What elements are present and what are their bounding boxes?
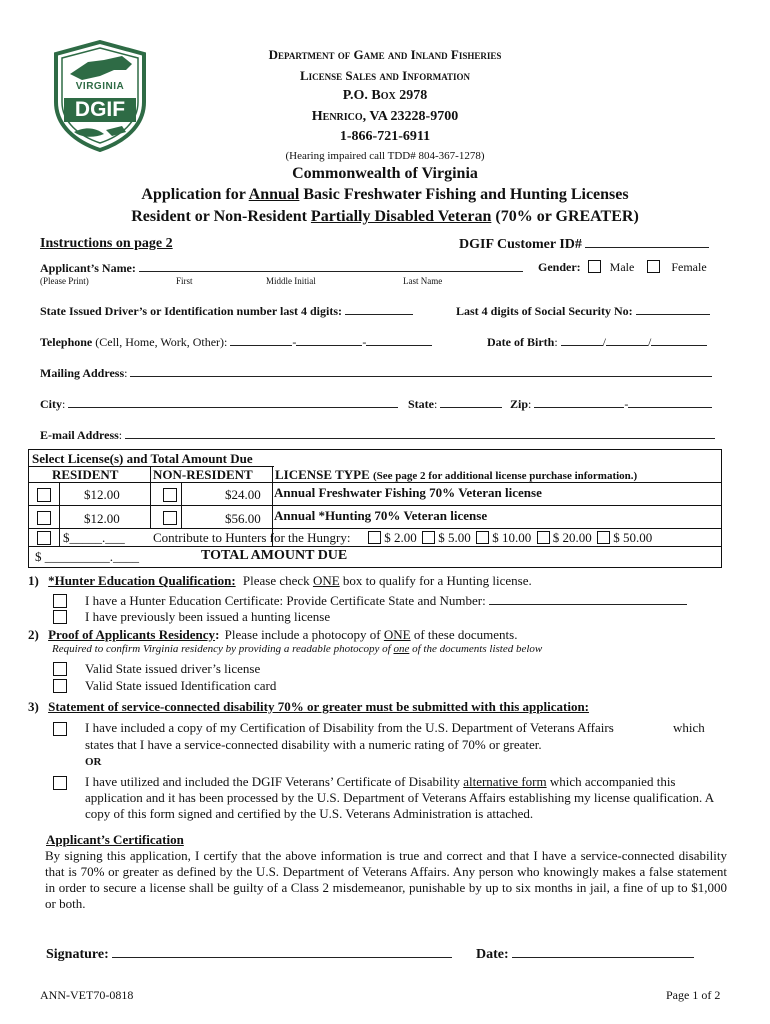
- dgif-shield-icon: [52, 40, 148, 152]
- residency-note: [52, 643, 542, 655]
- va-certification-line1: I have included a copy of my Certification of Disability from the U.S. Department of Veterans Affairs: [85, 720, 614, 735]
- city-field[interactable]: City:: [40, 396, 398, 412]
- section1-text-one: ONE: [312, 573, 340, 588]
- hunting-nonresident-checkbox[interactable]: [163, 511, 177, 525]
- form-title-line2: [60, 208, 710, 226]
- title1-pre: Application for: [141, 186, 249, 203]
- resident-column-header: RESIDENT: [52, 467, 119, 482]
- dgif-logo: [52, 40, 148, 152]
- date-label: Date: [476, 947, 504, 962]
- title1-annual: Annual: [248, 186, 300, 203]
- hunter-ed-cert-option[interactable]: [85, 593, 687, 609]
- zip-field[interactable]: Zip: -: [510, 396, 712, 412]
- tdd-line: (Hearing impaired call TDD# 804-367-1278): [285, 150, 485, 162]
- mailing-address-field[interactable]: Mailing Address:: [40, 365, 712, 381]
- logo-abbr-text: DGIF: [74, 98, 126, 121]
- fishing-nonresident-price: $24.00: [225, 487, 261, 502]
- dob-field[interactable]: Date of Birth: / /: [487, 334, 707, 350]
- applicant-name-field[interactable]: Applicant’s Name:: [40, 260, 523, 276]
- prior-license-label: I have previously been issued a hunting license: [85, 609, 331, 624]
- telephone-label: Telephone: [40, 335, 93, 349]
- license-fee-table: [28, 449, 722, 568]
- logo-state-text: VIRGINIA: [75, 81, 125, 92]
- residency-note-one: one: [393, 643, 410, 655]
- section1-text-post: box to qualify for a Hunting license.: [339, 573, 532, 588]
- id-card-label: Valid State issued Identification card: [85, 678, 277, 693]
- gender-group: Gender: Male Female: [538, 260, 707, 274]
- donation-10-checkbox[interactable]: [476, 531, 489, 544]
- license-type-column-header: [275, 467, 637, 483]
- please-print-hint: (Please Print): [40, 276, 89, 286]
- section1-number: 1): [28, 573, 39, 588]
- mailing-address-label: Mailing Address: [40, 366, 125, 380]
- donation-50-label: $ 50.00: [613, 530, 653, 545]
- donation-20-checkbox[interactable]: [537, 531, 550, 544]
- state-label: State: [408, 397, 434, 411]
- title2-pre: Resident or Non-Resident: [131, 208, 311, 225]
- state-field[interactable]: State:: [408, 396, 502, 412]
- va-certification-which: which: [673, 720, 705, 735]
- title2-veteran: Partially Disabled Veteran: [310, 208, 492, 225]
- middle-initial-hint: Middle Initial: [266, 276, 316, 286]
- dl-last4-label: State Issued Driver’s or Identification number last 4 digits:: [40, 304, 342, 318]
- va-certification-checkbox[interactable]: [53, 722, 67, 736]
- hunter-ed-cert-label: I have a Hunter Education Certificate: Provide Certificate State and Number:: [85, 593, 486, 608]
- license-type-header-label: LICENSE TYPE: [275, 467, 370, 482]
- total-amount-field[interactable]: $ __________.____: [35, 549, 139, 564]
- commonwealth-title: Commonwealth of Virginia: [292, 165, 478, 182]
- ssn-last4-label: Last 4 digits of Social Security No:: [456, 304, 633, 318]
- po-box: P.O. Box 2978: [342, 88, 428, 103]
- donation-20-label: $ 20.00: [552, 530, 592, 545]
- dl-last4-field[interactable]: [40, 303, 413, 319]
- license-type-header-note: (See page 2 for additional license purchase information.): [373, 470, 638, 482]
- city-label: City: [40, 397, 62, 411]
- female-checkbox[interactable]: [647, 260, 660, 273]
- signature-field[interactable]: Signature:: [46, 946, 452, 963]
- male-checkbox[interactable]: [588, 260, 601, 273]
- hunting-resident-checkbox[interactable]: [37, 511, 51, 525]
- dob-label: Date of Birth: [487, 335, 555, 349]
- donation-10-label: $ 10.00: [492, 530, 532, 545]
- male-label: Male: [609, 260, 635, 274]
- or-separator: OR: [85, 756, 102, 768]
- section2-title: Proof of Applicants Residency: [48, 627, 216, 642]
- alt-form-text-post: which accompanied this application and it has been processed by the U.S. Department of Veterans Affairs establishing my license qualification. A copy of this form signed and certified by the U.S. Veterans Administration is attached.: [85, 774, 714, 821]
- email-field[interactable]: E-mail Address:: [40, 427, 715, 443]
- hunting-nonresident-price: $56.00: [225, 511, 261, 526]
- section1-heading: [28, 573, 532, 589]
- section3-title: Statement of service-connected disability 70% or greater must be submitted with this application:: [48, 699, 589, 714]
- city-line: Henrico, VA 23228-9700: [311, 109, 459, 124]
- phone-number: 1-866-721-6911: [339, 129, 431, 144]
- prior-license-checkbox[interactable]: [53, 610, 67, 624]
- fishing-license-type: Annual Freshwater Fishing 70% Veteran license: [274, 485, 542, 500]
- certification-text: By signing this application, I certify that the above information is true and correct and that I have a service-connected disability that is 70% or greater as defined by the U.S. Department of Veterans Affairs. Any person who knowingly makes a false statement in order to secure a license shall be guilty of a Class 2 misdemeanor, punishable by up to six months in jail, a fine of up to $1,000 or both.: [45, 848, 727, 911]
- signature-label: Signature: [46, 947, 105, 962]
- title1-post: Basic Freshwater Fishing and Hunting Licenses: [299, 186, 629, 203]
- email-label: E-mail Address: [40, 428, 119, 442]
- donation-5-checkbox[interactable]: [422, 531, 435, 544]
- donation-5-label: $ 5.00: [438, 530, 471, 545]
- section3-number: 3): [28, 699, 39, 714]
- total-amount-label: TOTAL AMOUNT DUE: [201, 548, 348, 563]
- fishing-resident-price: $12.00: [84, 487, 120, 502]
- customer-id-label: DGIF Customer ID#: [459, 237, 582, 252]
- dgif-alt-form-text: [85, 774, 725, 822]
- female-label: Female: [671, 260, 707, 274]
- instructions-link[interactable]: Instructions on page 2: [40, 236, 173, 251]
- gender-label: Gender: [538, 260, 577, 274]
- id-card-checkbox[interactable]: [53, 679, 67, 693]
- date-field[interactable]: Date:: [476, 946, 694, 963]
- donation-options: [368, 530, 652, 546]
- form-title-line1: [60, 186, 710, 204]
- license-sales-line: License Sales and Information: [299, 68, 471, 83]
- nonresident-column-header: NON-RESIDENT: [153, 467, 253, 482]
- certification-title: Applicant’s Certification: [46, 832, 184, 847]
- hunter-ed-cert-checkbox[interactable]: [53, 594, 67, 608]
- first-name-hint: First: [176, 276, 193, 286]
- telephone-types-label: (Cell, Home, Work, Other):: [95, 335, 228, 349]
- last-name-hint: Last Name: [403, 276, 443, 286]
- hunting-resident-price: $12.00: [84, 511, 120, 526]
- ssn-last4-field[interactable]: [456, 303, 710, 319]
- form-id: ANN-VET70-0818: [40, 988, 134, 1002]
- section2-text-one: ONE: [383, 627, 411, 642]
- section1-text-pre: Please check: [242, 573, 313, 588]
- va-certification-line2: states that I have a service-connected disability with a numeric rating of 70% or greater.: [85, 737, 542, 752]
- section2-text-post: of these documents.: [410, 627, 518, 642]
- drivers-license-checkbox[interactable]: [53, 662, 67, 676]
- dgif-alt-form-checkbox[interactable]: [53, 776, 67, 790]
- fishing-nonresident-checkbox[interactable]: [163, 488, 177, 502]
- section3-heading: [28, 699, 589, 715]
- drivers-license-label: Valid State issued driver’s license: [85, 661, 261, 676]
- alt-form-link: alternative form: [463, 774, 547, 789]
- donation-amount-field[interactable]: $_____.___: [63, 530, 125, 545]
- residency-note-pre: Required to confirm Virginia residency by providing a readable photocopy of: [52, 643, 394, 655]
- section1-title: *Hunter Education Qualification:: [48, 573, 236, 588]
- hunters-for-hungry-label: Contribute to Hunters for the Hungry:: [153, 530, 351, 545]
- customer-id-field[interactable]: [459, 236, 709, 253]
- zip-label: Zip: [510, 397, 529, 411]
- section2-number: 2): [28, 627, 39, 642]
- alt-form-text-pre: I have utilized and included the DGIF Veterans’ Certificate of Disability: [85, 774, 464, 789]
- page-number: Page 1 of 2: [666, 988, 721, 1002]
- donation-2-checkbox[interactable]: [368, 531, 381, 544]
- donation-50-checkbox[interactable]: [597, 531, 610, 544]
- residency-note-post: of the documents listed below: [409, 643, 543, 655]
- title2-post: (70% or GREATER): [491, 208, 639, 225]
- fee-table-heading: Select License(s) and Total Amount Due: [32, 451, 253, 466]
- donation-2-label: $ 2.00: [384, 530, 417, 545]
- dept-name: Department of Game and Inland Fisheries: [268, 47, 502, 62]
- fishing-resident-checkbox[interactable]: [37, 488, 51, 502]
- telephone-field[interactable]: Telephone (Cell, Home, Work, Other): - -: [40, 334, 432, 350]
- applicant-name-label: Applicant’s Name: [40, 261, 132, 275]
- donation-checkbox[interactable]: [37, 531, 51, 545]
- section2-text-pre: Please include a photocopy of: [224, 627, 384, 642]
- section2-heading: 2) Proof of Applicants Residency: Please include a photocopy of ONE of these documents.: [28, 627, 518, 642]
- hunting-license-type: Annual *Hunting 70% Veteran license: [274, 508, 488, 523]
